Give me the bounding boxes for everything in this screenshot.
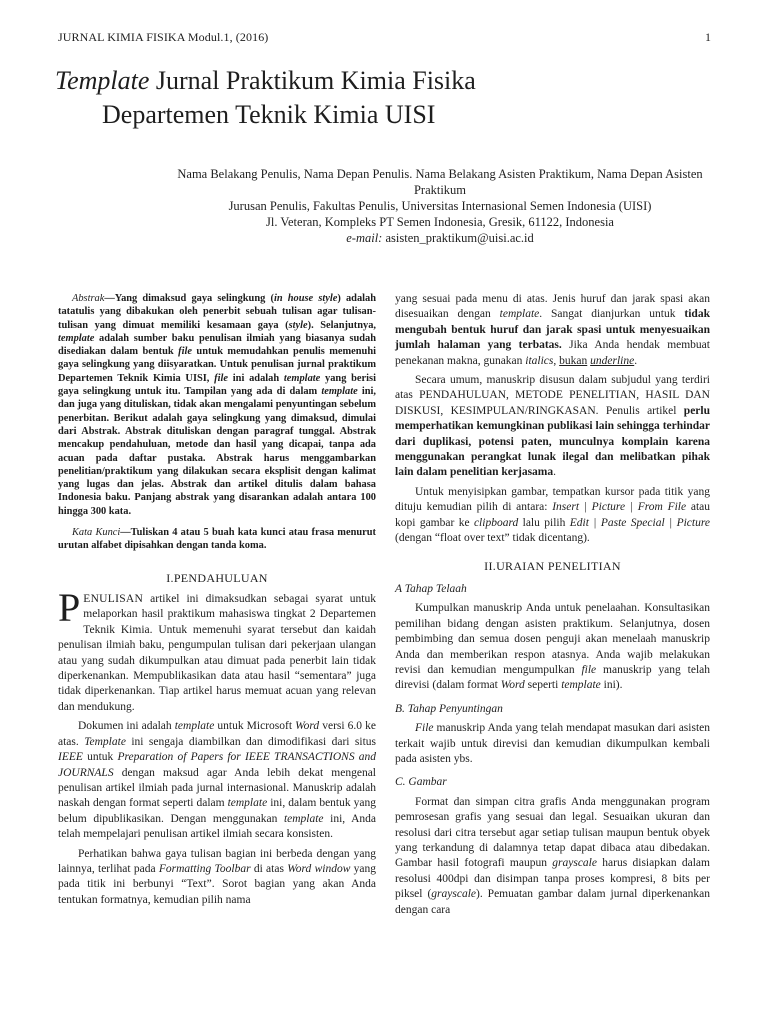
keywords: [58, 526, 376, 553]
drop-cap: P: [58, 585, 81, 631]
abstract-text: —Yang dimaksud gaya selingkung (: [104, 293, 274, 304]
italic-term: template: [227, 797, 268, 810]
italic-term: Formatting Toolbar: [158, 862, 251, 875]
paragraph-text: untuk Microsoft: [214, 720, 296, 733]
tahap-penyuntingan-paragraph: [395, 721, 710, 767]
abstract-text: ) adalah tatatulis yang dibakukan oleh penerbit sebuah tulisan agar tulisan-tulisan yang dimuat memiliki kesamaan gaya (: [58, 293, 377, 331]
paragraph-text: Perhatikan bahwa gaya tulisan bagian ini berbeda dengan yang lainnya, terlihat pada: [58, 847, 376, 875]
author-address: Jl. Veteran, Kompleks PT Semen Indonesia, Gresik, 61122, Indonesia: [266, 215, 614, 229]
paragraph-text: di atas: [250, 862, 288, 875]
abstract-italic: style: [288, 319, 308, 331]
continued-paragraph: [395, 292, 710, 369]
abstract-text: ini, dan juga yang dituliskan, tidak akan mengalami penyuntingan sebelum penerbitan. Berikut adalah gaya selingkung yang dimaksud, dimulai dari Abstrak. Abstrak dituliskan dengan paragraf tunggal. Abstrak mencakup pendahuluan, metode dan hasil yang dicapai, tanpa ada acuan pada daftar pustaka. Abstrak harus menggambarkan penelitian/praktikum yang dilakukan secara eksplisit dengan kalimat yang lugas dan jelas. Abstrak dan artikel ditulis dalam bahasa Indonesia baku. Panjang abstrak yang disarankan adalah antara 100 hingga 300 kata.: [58, 386, 376, 517]
paragraph-text: Dokumen ini adalah: [78, 720, 175, 733]
paragraph-text: Kumpulkan manuskrip Anda untuk penelaahan. Konsultasikan pemilihan bidang dengan asisten praktikum. Selanjutnya, dosen pembimbing dan semua dosen penguji akan menelaah manuskrip Anda dan memberikan respon atasnya. Anda wajib melakukan revisi dan kemudian mengumpulkan: [395, 602, 710, 676]
menu-path: Insert | Picture | From File: [552, 501, 687, 514]
bold-emphasis: perlu memperhatikan kemungkinan publikasi lain sehingga terhindar dari duplikasi, potensi paten, munculnya komplain karena menggunakan perangkat lunak ilegal dan melibatkan pihak lain dalam penelitian kerjasama: [395, 404, 710, 479]
smallcaps-lead: ENULISAN: [83, 593, 144, 606]
paragraph-text: ini sengaja diambilkan dan dimodifikasi dari situs: [125, 735, 376, 748]
paragraph-text: Untuk menyisipkan gambar, tempatkan kursor pada titik yang dituju kemudian pilih di antara:: [395, 485, 710, 514]
abstract-italic: template: [283, 372, 321, 384]
paragraph-text: atau kopi gambar ke: [395, 501, 711, 529]
paragraph-text: ini, Anda telah mempelajari penulisan artikel ilmiah secara konsisten.: [58, 812, 376, 841]
paragraph-text: yang sesuai pada menu di atas. Jenis huruf dan jarak spasi akan disesuaikan dengan: [395, 293, 710, 321]
paragraph-text: artikel ini dimaksudkan sebagai syarat untuk melaporkan hasil praktikum mahasiswa tingkat 2 Departemen Teknik Kimia. Untuk memenuhi syarat tersebut dan kaidah penulisan ilmiah baku, pengumpulan tulisan dari pekerjaan ulangan atau yang sudah dikumpulkan atau dimuat pada penerbit lain tidak diperkenankan. Mempublikasikan data atau hasil “sementara” juga tidak diperkenankan. Tiap artikel harus memuat acuan yang relevan dan mendukung.: [58, 593, 376, 713]
paragraph-text: untuk: [82, 751, 118, 764]
paragraph-text: ). Pemuatan gambar dalam jurnal diperkenankan dengan cara: [395, 888, 710, 916]
italic-term: Word: [295, 720, 320, 733]
italic-term: file: [581, 663, 597, 676]
paragraph-text: yang pada titik ini berbunyi “Text”. Sorot bagian yang akan Anda tentukan formatnya, kemudian pilih nama: [58, 862, 376, 906]
email-label: e-mail:: [346, 231, 383, 245]
italic-term: template: [561, 679, 601, 692]
italic-term: template: [499, 308, 540, 321]
running-head: JURNAL KIMIA FISIKA Modul.1, (2016): [58, 30, 269, 44]
subheading-tahap-telaah: A Tahap Telaah: [395, 582, 467, 595]
author-block: [170, 166, 710, 246]
italic-term: Template: [84, 735, 126, 748]
author-email: [170, 230, 710, 246]
paragraph-text: . Sangat dianjurkan untuk: [539, 308, 685, 321]
paragraph-text: manuskrip Anda yang telah mendapat masukan dari asisten terkait wajib untuk direvisi dan kemudian dikumpulkan kembali pada asisten ybs.: [395, 722, 710, 765]
pendahuluan-paragraph-1: [58, 585, 376, 715]
italic-term: Word: [500, 679, 525, 692]
abstract-italic: file: [214, 372, 229, 384]
left-column: [58, 292, 376, 912]
paragraph-text: versi 6.0 ke atas.: [58, 720, 376, 748]
author-names: Nama Belakang Penulis, Nama Depan Penulis. Nama Belakang Asisten Praktikum, Nama Depan Asisten Praktikum: [177, 167, 703, 197]
abstract-lead: Abstrak: [72, 293, 105, 304]
right-column: [395, 292, 710, 922]
page-number: 1: [705, 30, 711, 44]
tahap-telaah-paragraph: [395, 601, 710, 693]
title-italic-word: Template: [55, 66, 150, 95]
keywords-text: —Tuliskan 4 atau 5 buah kata kunci atau frasa menurut urutan alfabet dipisahkan dengan tanda koma.: [58, 527, 376, 552]
paragraph-text: lalu pilih: [518, 516, 570, 529]
italic-term: template: [174, 720, 215, 733]
paragraph-text: .: [634, 354, 638, 367]
paragraph-text: seperti: [524, 679, 562, 692]
keywords-lead: Kata Kunci: [72, 527, 121, 539]
pendahuluan-paragraph-3: [58, 847, 376, 909]
paragraph-text: Format dan simpan citra grafis Anda menggunakan program pemrosesan grafis yang sesuai dan legal. Sesuaikan ukuran dan resolusi dari citra tersebut agar setiap tulisan maupun bentuk obyek yang terkandung di dalamnya tetap dapat dibaca atau dibedakan. Gambar hasil fotografi maupun: [395, 795, 710, 870]
structure-paragraph: [395, 373, 710, 481]
abstract: [58, 292, 376, 518]
paragraph-text: harus disiapkan dalam resolusi 400dpi dan disimpan tanpa proses kompresi, 8 bits per piksel (: [395, 857, 710, 901]
author-affiliation: Jurusan Penulis, Fakultas Penulis, Universitas Internasional Semen Indonesia (UISI): [228, 199, 652, 213]
italic-term: Word window: [287, 862, 351, 875]
abstract-text: yang berisi gaya selingkung untuk itu. Tampilan yang ada di dalam: [58, 372, 376, 398]
paragraph-text: ini).: [600, 679, 623, 692]
bold-emphasis: tidak mengubah bentuk huruf dan jarak spasi untuk menyesuaikan jumlah halaman yang terbatas.: [395, 308, 710, 352]
title-line2: Departemen Teknik Kimia UISI: [102, 100, 436, 129]
gambar-paragraph: [395, 795, 710, 918]
paragraph-text: Jika Anda hendak membuat penekanan makna, gunakan: [395, 339, 710, 367]
paragraph-text: manuskrip yang telah direvisi (dalam format: [395, 663, 710, 692]
pendahuluan-paragraph-2: [58, 719, 376, 842]
abstract-italic: template: [58, 332, 95, 344]
paper-title: [55, 64, 715, 132]
email-address[interactable]: asisten_praktikum@uisi.ac.id: [382, 231, 534, 245]
italic-term: grayscale: [552, 857, 597, 870]
abstract-italic: in house style: [273, 293, 338, 304]
menu-path: Edit | Paste Special | Picture: [569, 516, 710, 529]
subheading-gambar: C. Gambar: [395, 776, 447, 789]
italic-term: template: [283, 812, 324, 825]
italic-term: italics: [525, 354, 554, 367]
abstract-text: untuk memudahkan penulis memenuhi gaya selingkung yang diisyaratkan. Untuk penulisan jurnal praktikum Departemen Teknik Kimia UISI,: [58, 346, 376, 384]
italic-term: IEEE: [58, 751, 83, 764]
paragraph-text: ini, dalam bentuk yang belum dipublikasikan. Dengan menggunakan: [58, 797, 376, 825]
italic-term: Preparation of Papers for IEEE TRANSACTIONS and JOURNALS: [58, 751, 377, 779]
paragraph-text: dengan maksud agar Anda lebih dekat mengenal penulisan artikel ilmiah pada jurnal internasional. Manuskrip adalah naskah dengan format seperti dalam: [58, 766, 376, 810]
italic-term: grayscale: [431, 888, 476, 901]
subheading-tahap-penyuntingan: B. Tahap Penyuntingan: [395, 702, 503, 715]
abstract-text: ini adalah: [228, 372, 284, 384]
paragraph-text: Secara umum, manuskrip disusun dalam subjudul yang terdiri atas PENDAHULUAN, METODE PENELITIAN, HASIL DAN DISKUSI, KESIMPULAN/RINGKASAN. Penulis artikel: [395, 374, 710, 417]
abstract-text: adalah sumber baku penulisan ilmiah yang biasanya sudah disediakan dalam bentuk: [58, 332, 376, 358]
section-heading-uraian: II.URAIAN PENELITIAN: [484, 558, 621, 573]
paragraph-text: (dengan “float over text” tidak dicentang).: [395, 532, 590, 545]
image-insert-paragraph: [395, 485, 710, 547]
paragraph-text: ,: [553, 354, 560, 367]
italic-term: clipboard: [473, 516, 519, 529]
abstract-italic: file: [178, 346, 192, 358]
abstract-italic: template: [321, 386, 358, 398]
section-heading-pendahuluan: I.PENDAHULUAN: [166, 570, 268, 585]
title-line1: Jurnal Praktikum Kimia Fisika: [149, 66, 476, 95]
italic-underlined-term: underline: [590, 354, 635, 367]
italic-term: File: [415, 722, 434, 735]
abstract-text: ). Selanjutnya,: [307, 319, 376, 331]
paragraph-text: .: [553, 466, 557, 479]
underlined-term: bukan: [559, 354, 588, 367]
